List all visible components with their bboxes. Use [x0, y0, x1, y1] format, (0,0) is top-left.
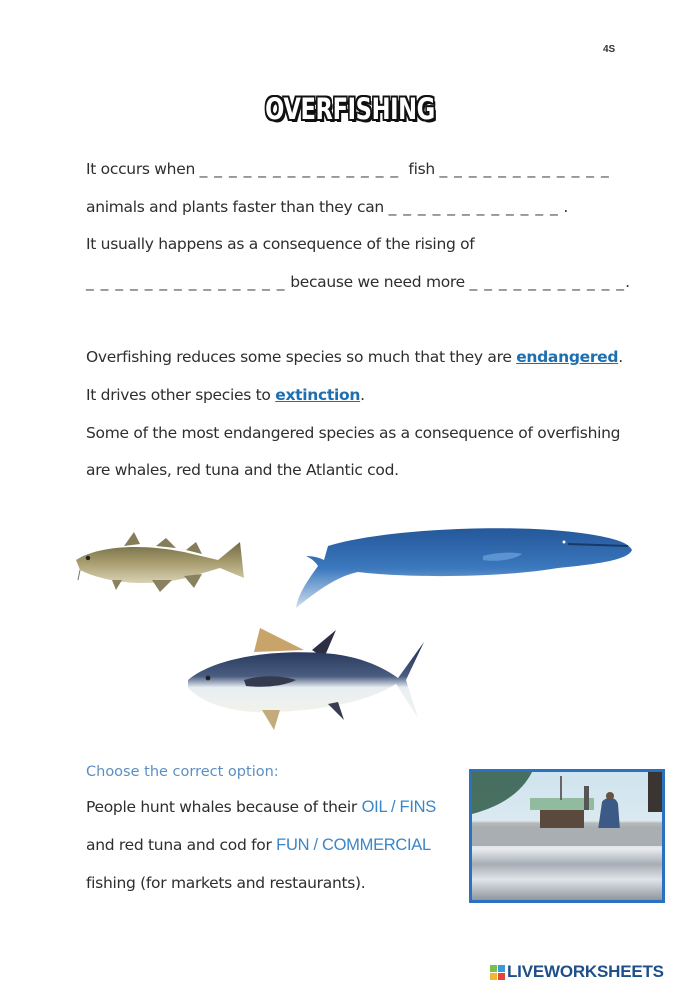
- liveworksheets-logo[interactable]: [490, 962, 664, 982]
- logo-squares-icon: [490, 965, 505, 980]
- info-line-2: [86, 386, 365, 404]
- static-text: and red tuna and cod for: [86, 836, 277, 854]
- endangered-link[interactable]: endangered: [516, 348, 619, 366]
- info-line-4: are whales, red tuna and the Atlantic cod.: [86, 461, 399, 479]
- option-select-fun-commercial[interactable]: FUN / COMMERCIAL: [276, 836, 431, 854]
- static-text: fish: [399, 160, 440, 178]
- option-select-oil-fins[interactable]: OIL / FINS: [361, 798, 436, 816]
- static-text: People hunt whales because of their: [86, 798, 362, 816]
- logo-text: LIVEWORKSHEETS: [507, 962, 664, 981]
- extinction-link[interactable]: extinction: [275, 386, 361, 404]
- logo-square-i: [498, 965, 505, 972]
- exercise-instruction: Choose the correct option:: [86, 764, 279, 780]
- exercise-line-1: [86, 798, 436, 817]
- blank-input-1[interactable]: _ _ _ _ _ _ _ _ _ _ _ _ _ _: [199, 160, 400, 178]
- logo-square-l: [490, 965, 497, 972]
- blank-input-3[interactable]: _ _ _ _ _ _ _ _ _ _ _ _: [388, 198, 559, 216]
- static-text: It drives other species to: [86, 386, 276, 404]
- cod-image: [74, 530, 246, 596]
- fishing-boat-photo: [469, 769, 665, 903]
- page-title: OVERFISHING: [265, 92, 435, 126]
- exercise-line-2: [86, 836, 431, 855]
- blank-input-4[interactable]: _ _ _ _ _ _ _ _ _ _ _ _ _ _: [86, 273, 286, 291]
- fill-line-1: [86, 160, 610, 178]
- static-text: because we need more: [285, 273, 470, 291]
- info-line-3: Some of the most endangered species as a consequence of overfishing: [86, 424, 621, 442]
- logo-square-v: [490, 973, 497, 980]
- page-number: 4S: [603, 44, 616, 55]
- logo-square-e: [498, 973, 505, 980]
- fishing-boat-scene: [472, 772, 662, 900]
- blank-input-2[interactable]: _ _ _ _ _ _ _ _ _ _ _ _: [439, 160, 610, 178]
- info-line-1: [86, 348, 623, 366]
- static-text: Overfishing reduces some species so much that they are: [86, 348, 517, 366]
- static-text: It occurs when: [86, 160, 200, 178]
- exercise-line-3: fishing (for markets and restaurants).: [86, 874, 366, 892]
- static-text: .: [618, 348, 623, 366]
- static-text: It usually happens as a consequence of the rising of: [86, 235, 475, 253]
- static-text: .: [360, 386, 365, 404]
- whale-image: [288, 520, 634, 612]
- static-text: animals and plants faster than they can: [86, 198, 389, 216]
- tuna-image: [184, 624, 428, 734]
- fill-line-4: [86, 273, 630, 291]
- static-text: .: [625, 273, 630, 291]
- fill-line-2: [86, 198, 568, 216]
- blank-input-5[interactable]: _ _ _ _ _ _ _ _ _ _ _: [469, 273, 626, 291]
- fill-line-3: [86, 235, 474, 253]
- static-text: .: [558, 198, 569, 216]
